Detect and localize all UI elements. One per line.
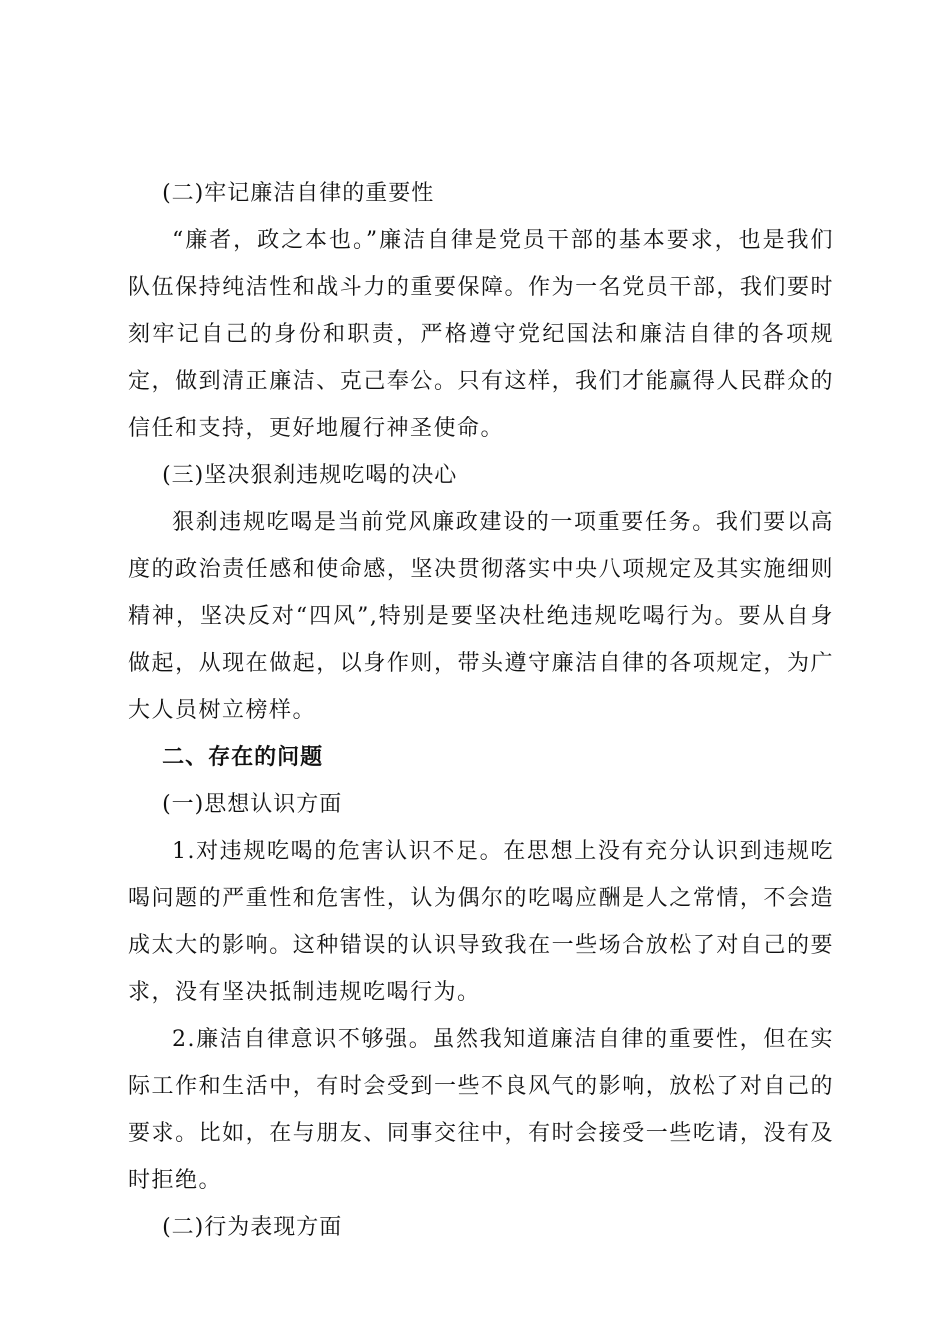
- section-heading-behavior: (二)行为表现方面: [162, 1215, 343, 1240]
- paragraph-determination: 狠刹违规吃喝是当前党风廉政建设的一项重要任务。我们要以高度的政治责任感和使命感，坚决贯彻落实中央八项规定及其实施细则精神，坚决反对“四风”,特别是要坚决杜绝违规吃喝行为。要从自身做起，从现在做起，以身作则，带头遵守廉洁自律的各项规定，为广大人员树立榜样。: [128, 510, 834, 723]
- section-heading-determination: (三)坚决狠刹违规吃喝的决心: [162, 463, 458, 488]
- section-heading-ideological: (一)思想认识方面: [162, 792, 343, 817]
- section-heading-remember-integrity: (二)牢记廉洁自律的重要性: [162, 181, 435, 206]
- document-body: [128, 170, 834, 1251]
- paragraph-integrity-importance: “廉者，政之本也。”廉洁自律是党员干部的基本要求，也是我们队伍保持纯洁性和战斗力的重要保障。作为一名党员干部，我们要时刻牢记自己的身份和职责，严格遵守党纪国法和廉洁自律的各项规定，做到清正廉洁、克己奉公。只有这样，我们才能赢得人民群众的信任和支持，更好地履行神圣使命。: [128, 228, 834, 441]
- paragraph-problem-1: 1.对违规吃喝的危害认识不足。在思想上没有充分认识到违规吃喝问题的严重性和危害性，认为偶尔的吃喝应酬是人之常情，不会造成太大的影响。这种错误的认识导致我在一些场合放松了对自己的要求，没有坚决抵制违规吃喝行为。: [128, 839, 834, 1005]
- paragraph-problem-2: 2.廉洁自律意识不够强。虽然我知道廉洁自律的重要性，但在实际工作和生活中，有时会受到一些不良风气的影响，放松了对自己的要求。比如，在与朋友、同事交往中，有时会接受一些吃请，没有及时拒绝。: [128, 1027, 834, 1193]
- chapter-heading-problems: 二、存在的问题: [162, 745, 324, 770]
